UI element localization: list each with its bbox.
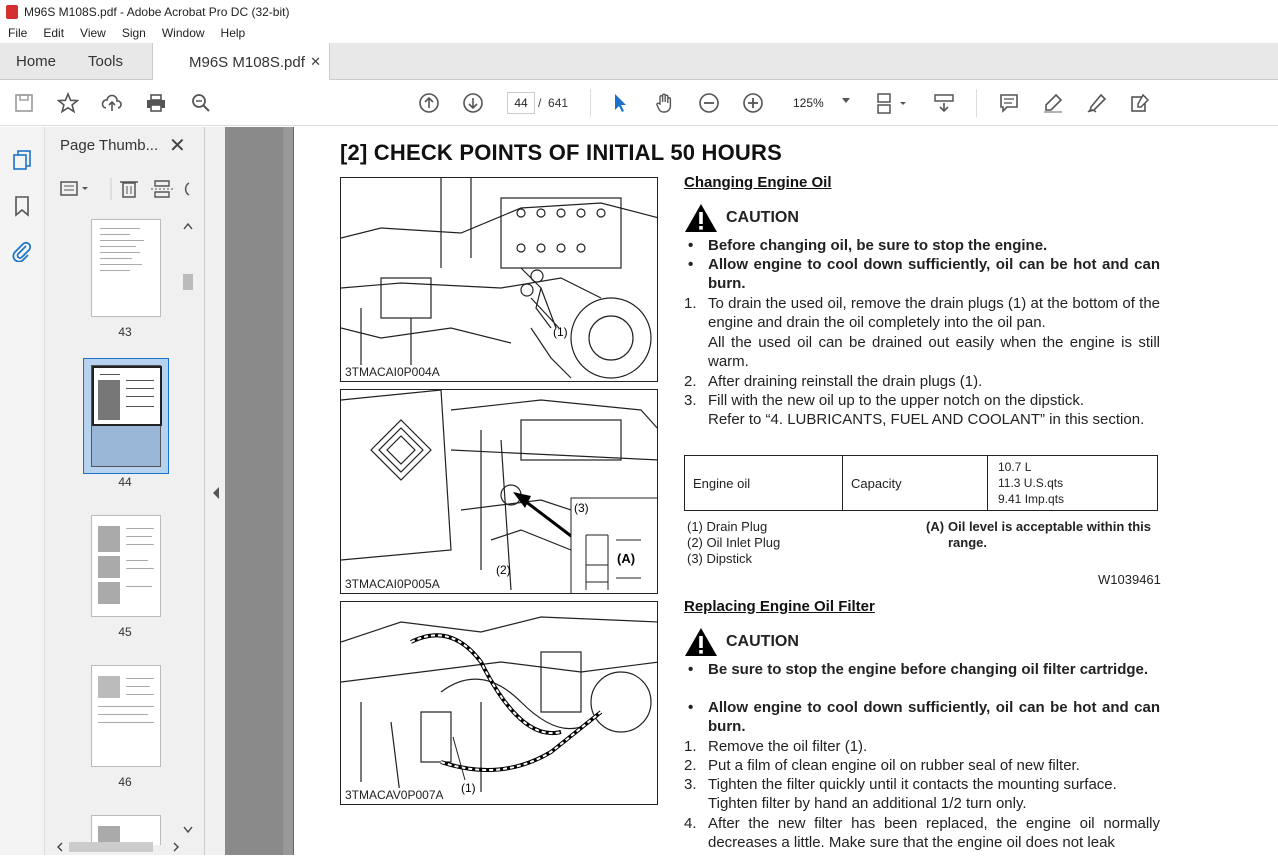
legend-item-a: Oil level is acceptable within this range. bbox=[948, 519, 1152, 550]
select-cursor-icon[interactable] bbox=[608, 91, 632, 115]
figure-oil-inlet-dipstick bbox=[340, 389, 658, 594]
fig2-callout-a: (A) bbox=[617, 551, 636, 566]
legend-item-a-key: (A) bbox=[926, 519, 945, 534]
tab-bar bbox=[0, 43, 1278, 80]
rotate-page-icon[interactable] bbox=[186, 183, 189, 195]
thumbnail-page-45[interactable] bbox=[91, 515, 161, 617]
previous-page-icon[interactable] bbox=[417, 91, 441, 115]
attachment-icon[interactable] bbox=[11, 240, 33, 262]
figure-engine-drain-plug bbox=[340, 177, 658, 382]
hand-pan-icon[interactable] bbox=[653, 91, 677, 115]
page-total-count: 641 bbox=[548, 96, 569, 110]
thumbnail-hscrollbar[interactable] bbox=[45, 839, 205, 855]
title-bar bbox=[0, 0, 1278, 23]
thumbnail-label-45: 45 bbox=[118, 625, 132, 639]
toolbar-separator bbox=[976, 89, 977, 117]
delete-page-icon[interactable] bbox=[120, 182, 138, 197]
left-rail bbox=[0, 127, 45, 855]
caution-heading bbox=[684, 627, 799, 657]
legend-item: (2) Oil Inlet Plug bbox=[687, 535, 781, 550]
scroll-mode-icon[interactable] bbox=[932, 91, 956, 115]
step-1: 1. Remove the oil filter (1). bbox=[684, 738, 868, 755]
step-2: 2. Put a film of clean engine oil on rubber seal of new filter. bbox=[684, 757, 1080, 774]
page-total bbox=[538, 96, 568, 110]
zoom-search-icon[interactable] bbox=[189, 91, 213, 115]
menu-view[interactable]: View bbox=[80, 26, 106, 40]
panel-tools bbox=[55, 175, 195, 203]
caution-bullet: • Allow engine to cool down sufficiently, oil can be hot and can burn. bbox=[688, 699, 1160, 736]
menu-help[interactable]: Help bbox=[220, 26, 246, 40]
close-panel-icon[interactable]: ✕ bbox=[169, 135, 186, 157]
zoom-select[interactable] bbox=[786, 92, 856, 114]
step-3: 3. Tighten the filter quickly until it contacts the mounting surface. bbox=[684, 776, 1117, 793]
pdf-page bbox=[293, 127, 1278, 855]
comment-icon[interactable] bbox=[997, 91, 1021, 115]
thumbnail-page-43[interactable] bbox=[91, 219, 161, 317]
page-thumbnails-icon[interactable] bbox=[11, 149, 33, 171]
page-display-icon[interactable] bbox=[876, 91, 912, 115]
split-page-icon[interactable] bbox=[151, 181, 173, 197]
section-title-changing-oil: Changing Engine Oil bbox=[684, 174, 832, 191]
acrobat-app-icon bbox=[6, 5, 18, 19]
next-page-icon[interactable] bbox=[461, 91, 485, 115]
panel-title: Page Thumb... bbox=[60, 137, 159, 154]
thumbnail-page-46[interactable] bbox=[91, 665, 161, 767]
chevron-down-icon bbox=[842, 98, 850, 103]
highlight-pen-icon[interactable] bbox=[1041, 91, 1065, 115]
menu-window[interactable]: Window bbox=[161, 26, 205, 40]
table-cell-values: 10.7 L 11.3 U.S.qts 9.41 Imp.qts bbox=[988, 456, 1158, 511]
warning-triangle-icon bbox=[684, 203, 718, 233]
star-icon[interactable] bbox=[56, 91, 80, 115]
thumbnail-scrollbar[interactable] bbox=[181, 219, 195, 839]
reference-code: W1039461 bbox=[1098, 572, 1161, 587]
page-heading: [2] CHECK POINTS OF INITIAL 50 HOURS bbox=[340, 140, 782, 165]
figure-oil-filter bbox=[340, 601, 658, 805]
section-title-oil-filter: Replacing Engine Oil Filter bbox=[684, 598, 875, 615]
oil-capacity-table bbox=[684, 455, 1158, 511]
caution-heading bbox=[684, 203, 799, 233]
zoom-out-icon[interactable] bbox=[697, 91, 721, 115]
legend-item: (3) Dipstick bbox=[687, 551, 753, 566]
menu-bar bbox=[0, 23, 1278, 43]
zoom-in-icon[interactable] bbox=[741, 91, 765, 115]
upload-cloud-icon[interactable] bbox=[100, 91, 124, 115]
tab-home[interactable]: Home bbox=[16, 53, 57, 70]
page-number-input[interactable]: 44 bbox=[507, 92, 535, 114]
table-cell: Capacity bbox=[843, 456, 988, 511]
tab-document-label: M96S M108S.pdf bbox=[189, 53, 305, 71]
thumbnails-panel bbox=[45, 127, 205, 855]
menu-sign[interactable]: Sign bbox=[121, 26, 146, 40]
toolbar bbox=[0, 80, 1278, 126]
toolbar-separator bbox=[590, 89, 591, 117]
caution-bullet: • Allow engine to cool down sufficiently, oil can be hot and can burn. bbox=[688, 256, 1160, 293]
thumbnail-list bbox=[45, 219, 185, 845]
zoom-value: 125% bbox=[793, 96, 824, 110]
table-cell: Engine oil bbox=[685, 456, 843, 511]
caution-label: CAUTION bbox=[726, 633, 799, 650]
step-4: 4. After the new filter has been replaced, the engine oil normally decreases a little. Make sure that the engine oil does not leak bbox=[684, 815, 1160, 852]
menu-file[interactable]: File bbox=[8, 26, 28, 40]
legend-item: (1) Drain Plug bbox=[687, 519, 768, 534]
fig2-callout-3: (3) bbox=[574, 501, 589, 515]
menu-edit[interactable]: Edit bbox=[43, 26, 65, 40]
fig3-callout: (1) bbox=[461, 781, 476, 795]
print-icon[interactable] bbox=[144, 91, 168, 115]
tab-document[interactable] bbox=[152, 43, 330, 81]
step-3-note: Tighten filter by hand an additional 1/2 turn only. bbox=[708, 795, 1027, 812]
step-1: 1. To drain the used oil, remove the drain plugs (1) at the bottom of the engine and drain the oil completely into the oil pan. bbox=[684, 295, 1160, 332]
save-icon[interactable] bbox=[12, 91, 36, 115]
step-3: 3. Fill with the new oil up to the upper notch on the dipstick. bbox=[684, 392, 1085, 409]
thumbnail-page-44[interactable] bbox=[91, 365, 161, 467]
fig2-callout-2: (2) bbox=[496, 563, 511, 577]
fig1-callout: (1) bbox=[553, 325, 568, 339]
step-3-note: Refer to “4. LUBRICANTS, FUEL AND COOLANT” in this section. bbox=[708, 411, 1145, 428]
step-2: 2. After draining reinstall the drain plugs (1). bbox=[684, 373, 983, 390]
caution-bullet: • Be sure to stop the engine before changing oil filter cartridge. bbox=[688, 661, 1149, 678]
edit-pdf-icon[interactable] bbox=[1128, 91, 1152, 115]
thumbnail-label-43: 43 bbox=[118, 325, 132, 339]
thumbnail-label-46: 46 bbox=[118, 775, 132, 789]
figure-code: 3TMACAI0P005A bbox=[345, 577, 440, 591]
tab-tools[interactable]: Tools bbox=[88, 53, 124, 70]
close-tab-icon[interactable]: ✕ bbox=[310, 54, 321, 69]
window-title: M96S M108S.pdf - Adobe Acrobat Pro DC (32-bit) bbox=[24, 4, 290, 19]
warning-triangle-icon bbox=[684, 627, 718, 657]
figure-code: 3TMACAV0P007A bbox=[345, 788, 444, 802]
caution-label: CAUTION bbox=[726, 209, 799, 226]
page-sep: / bbox=[538, 96, 542, 110]
options-menu-icon[interactable] bbox=[61, 182, 88, 195]
thumbnail-label-44: 44 bbox=[118, 475, 132, 489]
figure-code: 3TMACAI0P004A bbox=[345, 365, 440, 379]
sign-pen-icon[interactable] bbox=[1085, 91, 1109, 115]
caution-bullet: • Before changing oil, be sure to stop the engine. bbox=[688, 237, 1048, 254]
page-gutter bbox=[225, 127, 283, 855]
step-1-note: All the used oil can be drained out easily when the engine is still warm. bbox=[708, 334, 1160, 371]
bookmark-icon[interactable] bbox=[11, 195, 33, 217]
panel-collapse-handle[interactable] bbox=[205, 127, 225, 855]
